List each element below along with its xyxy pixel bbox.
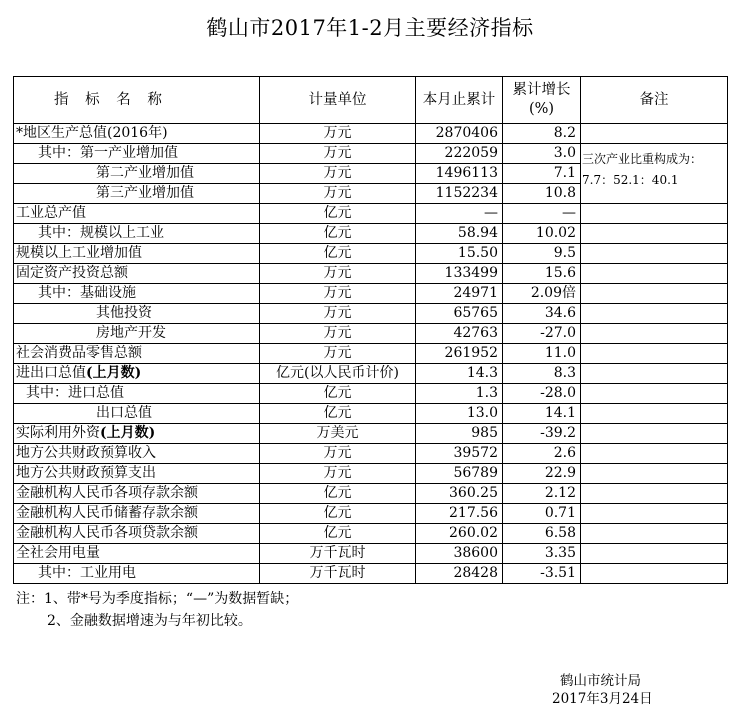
row-note (581, 324, 728, 344)
row-name (14, 424, 260, 444)
row-value: — (416, 204, 503, 224)
row-unit: 万元 (260, 324, 416, 344)
table-row (14, 264, 728, 284)
row-note (581, 504, 728, 524)
row-value: 28428 (416, 564, 503, 584)
row-growth: 3.35 (503, 544, 581, 564)
row-growth: -3.51 (503, 564, 581, 584)
row-growth: 10.8 (503, 184, 581, 204)
row-value: 24971 (416, 284, 503, 304)
row-unit: 亿元 (260, 224, 416, 244)
indicator-table (13, 76, 728, 584)
row-unit: 亿元(以人民币计价) (260, 364, 416, 384)
row-name-text: 实际利用外资 (16, 425, 100, 441)
table-row (14, 464, 728, 484)
table-header-row (14, 77, 728, 124)
row-name-bold: (上月数) (86, 365, 142, 381)
row-unit: 亿元 (260, 404, 416, 424)
row-value: 58.94 (416, 224, 503, 244)
row-growth: — (503, 204, 581, 224)
table-row (14, 324, 728, 344)
table-row (14, 364, 728, 384)
row-growth: 6.58 (503, 524, 581, 544)
row-unit: 万千瓦时 (260, 564, 416, 584)
row-unit: 万元 (260, 164, 416, 184)
row-name: 全社会用电量 (14, 544, 260, 564)
row-name: 出口总值 (14, 404, 260, 424)
row-value: 39572 (416, 444, 503, 464)
row-name: 固定资产投资总额 (14, 264, 260, 284)
table-row (14, 204, 728, 224)
row-unit: 万元 (260, 444, 416, 464)
table-row (14, 284, 728, 304)
row-value: 360.25 (416, 484, 503, 504)
row-unit: 亿元 (260, 244, 416, 264)
row-note (581, 364, 728, 384)
row-value: 217.56 (416, 504, 503, 524)
row-name: 第三产业增加值 (14, 184, 260, 204)
row-name: 其中：基础设施 (14, 284, 260, 304)
row-note (581, 424, 728, 444)
row-growth: 14.1 (503, 404, 581, 424)
table-row (14, 304, 728, 324)
table-row (14, 504, 728, 524)
row-note (581, 524, 728, 544)
table-row (14, 524, 728, 544)
row-value: 2870406 (416, 124, 503, 144)
table-row (14, 544, 728, 564)
row-unit: 万元 (260, 284, 416, 304)
row-growth: 2.09倍 (503, 284, 581, 304)
row-name: 金融机构人民币储蓄存款余额 (14, 504, 260, 524)
row-unit: 万元 (260, 264, 416, 284)
row-value: 985 (416, 424, 503, 444)
row-growth: 2.6 (503, 444, 581, 464)
row-value: 222059 (416, 144, 503, 164)
row-note (581, 224, 728, 244)
row-name: 第二产业增加值 (14, 164, 260, 184)
row-unit: 亿元 (260, 524, 416, 544)
header-name: 指 标 名 称 (14, 77, 260, 124)
row-unit: 万元 (260, 304, 416, 324)
row-unit: 万元 (260, 184, 416, 204)
header-note: 备注 (581, 77, 728, 124)
table-row (14, 344, 728, 364)
row-growth: 22.9 (503, 464, 581, 484)
row-name: 其中：第一产业增加值 (14, 144, 260, 164)
row-note (581, 304, 728, 324)
row-growth: 7.1 (503, 164, 581, 184)
row-growth: 0.71 (503, 504, 581, 524)
row-name: 其中：进口总值 (14, 384, 260, 404)
row-name: 房地产开发 (14, 324, 260, 344)
row-name: 地方公共财政预算支出 (14, 464, 260, 484)
row-growth: 11.0 (503, 344, 581, 364)
issuer-org: 鹤山市统计局 (560, 673, 641, 689)
header-unit: 计量单位 (260, 77, 416, 124)
row-growth: -28.0 (503, 384, 581, 404)
row-unit: 亿元 (260, 484, 416, 504)
row-value: 1152234 (416, 184, 503, 204)
footnotes (16, 588, 298, 632)
row-value: 13.0 (416, 404, 503, 424)
row-name: 金融机构人民币各项贷款余额 (14, 524, 260, 544)
row-name-bold: (上月数) (100, 425, 156, 441)
footnote-1: 注：1、带*号为季度指标；“—”为数据暂缺； (16, 591, 299, 607)
row-value: 133499 (416, 264, 503, 284)
row-name: 地方公共财政预算收入 (14, 444, 260, 464)
table-row (14, 144, 728, 164)
signature-block (552, 672, 653, 708)
row-unit: 万千瓦时 (260, 544, 416, 564)
row-name: 工业总产值 (14, 204, 260, 224)
table-row (14, 124, 728, 144)
row-unit: 亿元 (260, 384, 416, 404)
header-growth (503, 77, 581, 124)
row-growth: 8.2 (503, 124, 581, 144)
row-note (581, 124, 728, 144)
row-growth: 15.6 (503, 264, 581, 284)
row-unit: 万元 (260, 144, 416, 164)
table-row (14, 244, 728, 264)
header-value: 本月止累计 (416, 77, 503, 124)
row-value: 261952 (416, 344, 503, 364)
row-name: 金融机构人民币各项存款余额 (14, 484, 260, 504)
row-note (581, 484, 728, 504)
row-unit: 万元 (260, 124, 416, 144)
row-value: 14.3 (416, 364, 503, 384)
row-name: 其他投资 (14, 304, 260, 324)
row-unit: 万美元 (260, 424, 416, 444)
row-growth: 34.6 (503, 304, 581, 324)
table-row (14, 384, 728, 404)
row-value: 15.50 (416, 244, 503, 264)
table-row (14, 444, 728, 464)
row-name: 其中：规模以上工业 (14, 224, 260, 244)
row-growth: 9.5 (503, 244, 581, 264)
row-value: 1496113 (416, 164, 503, 184)
row-growth: 3.0 (503, 144, 581, 164)
table-row (14, 424, 728, 444)
row-note (581, 284, 728, 304)
row-unit: 万元 (260, 344, 416, 364)
row-value: 65765 (416, 304, 503, 324)
row-value: 1.3 (416, 384, 503, 404)
row-unit: 万元 (260, 464, 416, 484)
row-growth: -27.0 (503, 324, 581, 344)
row-value: 260.02 (416, 524, 503, 544)
row-unit: 亿元 (260, 204, 416, 224)
row-note (581, 464, 728, 484)
table-row (14, 564, 728, 584)
row-note (581, 444, 728, 464)
table-row (14, 484, 728, 504)
row-growth: 8.3 (503, 364, 581, 384)
issue-date: 2017年3月24日 (552, 691, 653, 707)
row-note (581, 404, 728, 424)
row-note (581, 264, 728, 284)
row-growth: 2.12 (503, 484, 581, 504)
page-title: 鹤山市2017年1-2月主要经济指标 (206, 16, 534, 40)
row-unit: 亿元 (260, 504, 416, 524)
row-name: 社会消费品零售总额 (14, 344, 260, 364)
row-note (581, 344, 728, 364)
header-growth-line1: 累计增长 (512, 82, 571, 98)
row-value: 38600 (416, 544, 503, 564)
row-name (14, 364, 260, 384)
row-name: 规模以上工业增加值 (14, 244, 260, 264)
row-value: 42763 (416, 324, 503, 344)
row-name: 其中：工业用电 (14, 564, 260, 584)
row-growth: -39.2 (503, 424, 581, 444)
table-row (14, 404, 728, 424)
row-note (581, 544, 728, 564)
table-row (14, 224, 728, 244)
note-text: 三次产业比重构成为：7.7：52.1：40.1 (582, 152, 703, 187)
footnote-2: 2、金融数据增速为与年初比较。 (47, 613, 252, 629)
row-note (581, 384, 728, 404)
row-note (581, 244, 728, 264)
row-note (581, 564, 728, 584)
row-name: *地区生产总值(2016年) (14, 124, 260, 144)
row-note (581, 204, 728, 224)
industry-structure-note (581, 144, 728, 204)
row-name-text: 进出口总值 (16, 365, 86, 381)
header-growth-line2: (%) (528, 101, 555, 117)
row-growth: 10.02 (503, 224, 581, 244)
row-value: 56789 (416, 464, 503, 484)
